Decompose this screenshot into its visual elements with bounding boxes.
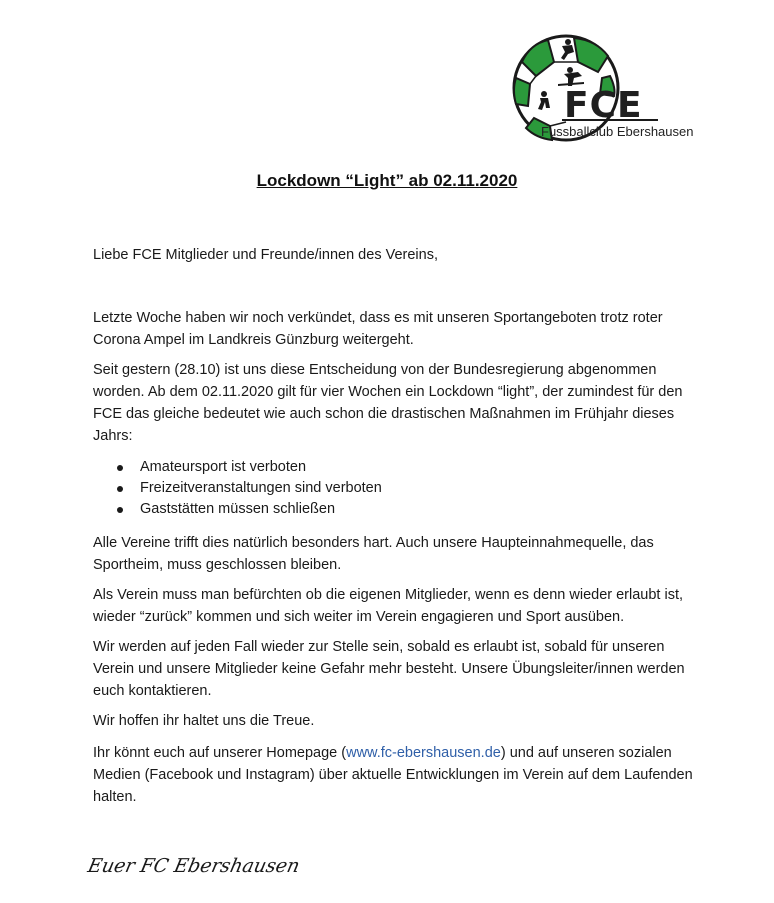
homepage-text-after: ) und auf unseren sozialen Medien (Facebook und Instagram) über aktuelle Entwicklungen im Verein auf dem Laufenden halten.: [93, 745, 693, 805]
signature: [85, 848, 302, 882]
list-item: Gaststätten müssen schließen: [93, 499, 653, 520]
paragraph-impact: Alle Vereine trifft dies natürlich besonders hart. Auch unsere Haupteinnahmequelle, das Sportheim, muss geschlossen bleiben.: [93, 535, 654, 573]
club-abbreviation: FCE: [564, 85, 643, 126]
restrictions-list: [93, 457, 653, 520]
paragraph-loyalty: Wir hoffen ihr haltet uns die Treue.: [93, 713, 315, 729]
homepage-text-before: Ihr könnt euch auf unserer Homepage (: [93, 745, 347, 761]
list-item: Freizeitveranstaltungen sind verboten: [93, 478, 653, 499]
paragraph-intro: Letzte Woche haben wir noch verkündet, dass es mit unseren Sportangeboten trotz roter Corona Ampel im Landkreis Günzburg weitergeht.: [93, 310, 663, 348]
greeting: Liebe FCE Mitglieder und Freunde/innen des Vereins,: [93, 247, 438, 263]
paragraph-decision: Seit gestern (28.10) ist uns diese Entscheidung von der Bundesregierung abgenommen worden. Ab dem 02.11.2020 gilt für vier Wochen ein Lockdown “light”, der zumindest für den FCE das gleiche bedeutet wie auch schon die drastischen Maßnahmen im Frühjahr dieses Jahrs:: [93, 362, 683, 444]
paragraph-concern: Als Verein muss man befürchten ob die eigenen Mitglieder, wenn es denn wieder erlaubt ist, wieder “zurück” kommen und sich weiter im Verein engagieren und Sport ausüben.: [93, 587, 684, 625]
paragraph-homepage: [93, 742, 693, 808]
page-title: Lockdown “Light” ab 02.11.2020: [256, 171, 518, 190]
signature-text: Euer FC Ebershausen: [85, 854, 302, 877]
homepage-link[interactable]: www.fc-ebershausen.de: [346, 745, 501, 761]
list-item: Amateursport ist verboten: [93, 457, 653, 478]
club-logo: [508, 32, 708, 147]
club-name: Fussballclub Ebershausen: [541, 124, 694, 139]
paragraph-promise: Wir werden auf jeden Fall wieder zur Stelle sein, sobald es erlaubt ist, sobald für unseren Verein und unsere Mitglieder keine Gefahr mehr besteht. Unsere Übungsleiter/innen werden euch kontaktieren.: [93, 639, 685, 699]
